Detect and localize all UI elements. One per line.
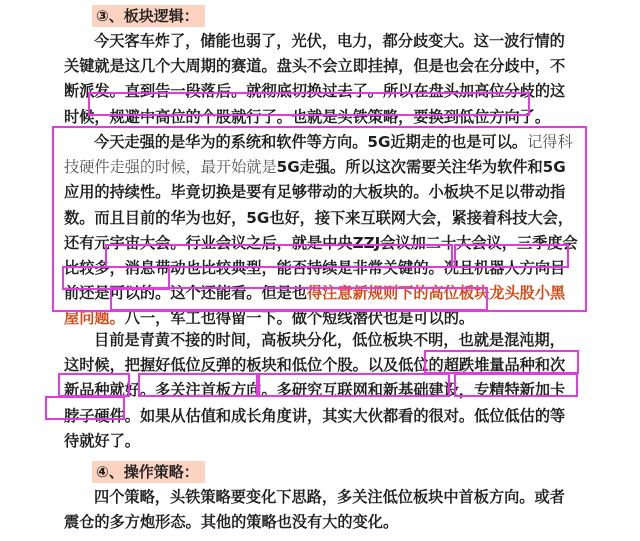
highlight-rule-warning: 得注意新规则下的高位板块龙头股小黑屋问题。 — [64, 284, 566, 328]
paragraph-window-text-2: 如果从估值和成长角度讲，其实大伙都看的很对。低位低估的等待就好了。 — [64, 406, 566, 450]
highlight-military: 八一，军工也得留一下。做个短线潜伏也是可以的。 — [124, 309, 475, 328]
paragraph-intro-text: 今天客车炸了，储能也弱了，光伏，电力，都分歧变大。这一波行情的关键就是这几个大周期的赛道。盘头不会立即挂掉，但是也会在分歧中，不断派发。直到告一段落后。就彻底切换过去了。所以在盘头加高位分歧的这时候， — [64, 32, 566, 126]
paragraph-huawei-text-2: 5G走强。所以这次需要关注华为软件和5G应用的持续性。毕竟切换是要有足够带动的大板块的。小板块不足以带动指数。而且目前的华为也好，5G也好，接下来互联网大会，紧接着科技大会，还有元宇宙大会。行业会议之后，就是中央ZZJ会议加二十大会议，三季度会比较多， — [64, 158, 578, 278]
paragraph-intro — [64, 29, 578, 130]
paragraph-operation: 四个策略，头铁策略要变化下思路，多关注低位板块中首板方向。或者震仓的多方炮形态。其他的策略也没有大的变化。 — [64, 488, 565, 532]
section-heading-logic: ③、板块逻辑： — [92, 5, 205, 27]
paragraph-huawei — [64, 130, 578, 332]
highlight-avoid-high: 规避中高位的个股就行了。也就是头铁策略，要换到低位方向了。 — [109, 107, 550, 126]
paragraph-huawei-note: 记得科技硬件走强的时候，最开始就是 — [64, 133, 573, 177]
paragraph-huawei-text-1: 今天走强的是华为的系统和软件等方向。5G近期走的也是可以。 — [94, 133, 528, 151]
highlight-specialized: ，专精特新加卡脖子硬件。 — [64, 381, 566, 425]
highlight-news-driven: 消息带动也比较典型，能否持续是非常关键的。 — [124, 259, 444, 278]
section-heading-strategy: ④、操作策略： — [92, 461, 205, 483]
highlight-robot-direction: 况且机器人方向目前还是可以的 — [64, 259, 566, 303]
highlight-oversold-new: 超跌堆量品种和次新品种就好 — [64, 356, 566, 400]
highlight-first-board: 。多关注首板方向。多研究互联网和新基础建设 — [139, 381, 459, 400]
paragraph-strategy-window — [64, 328, 578, 454]
paragraph-window-text-1: 目前是青黄不接的时间，高板块分化，低位板块不明，也就是混沌期，这时候，把握好低位反弹的板块和低位个股。以及低位的 — [64, 331, 565, 375]
paragraph-huawei-text-3: 。这个还能看。但是也 — [155, 284, 307, 303]
